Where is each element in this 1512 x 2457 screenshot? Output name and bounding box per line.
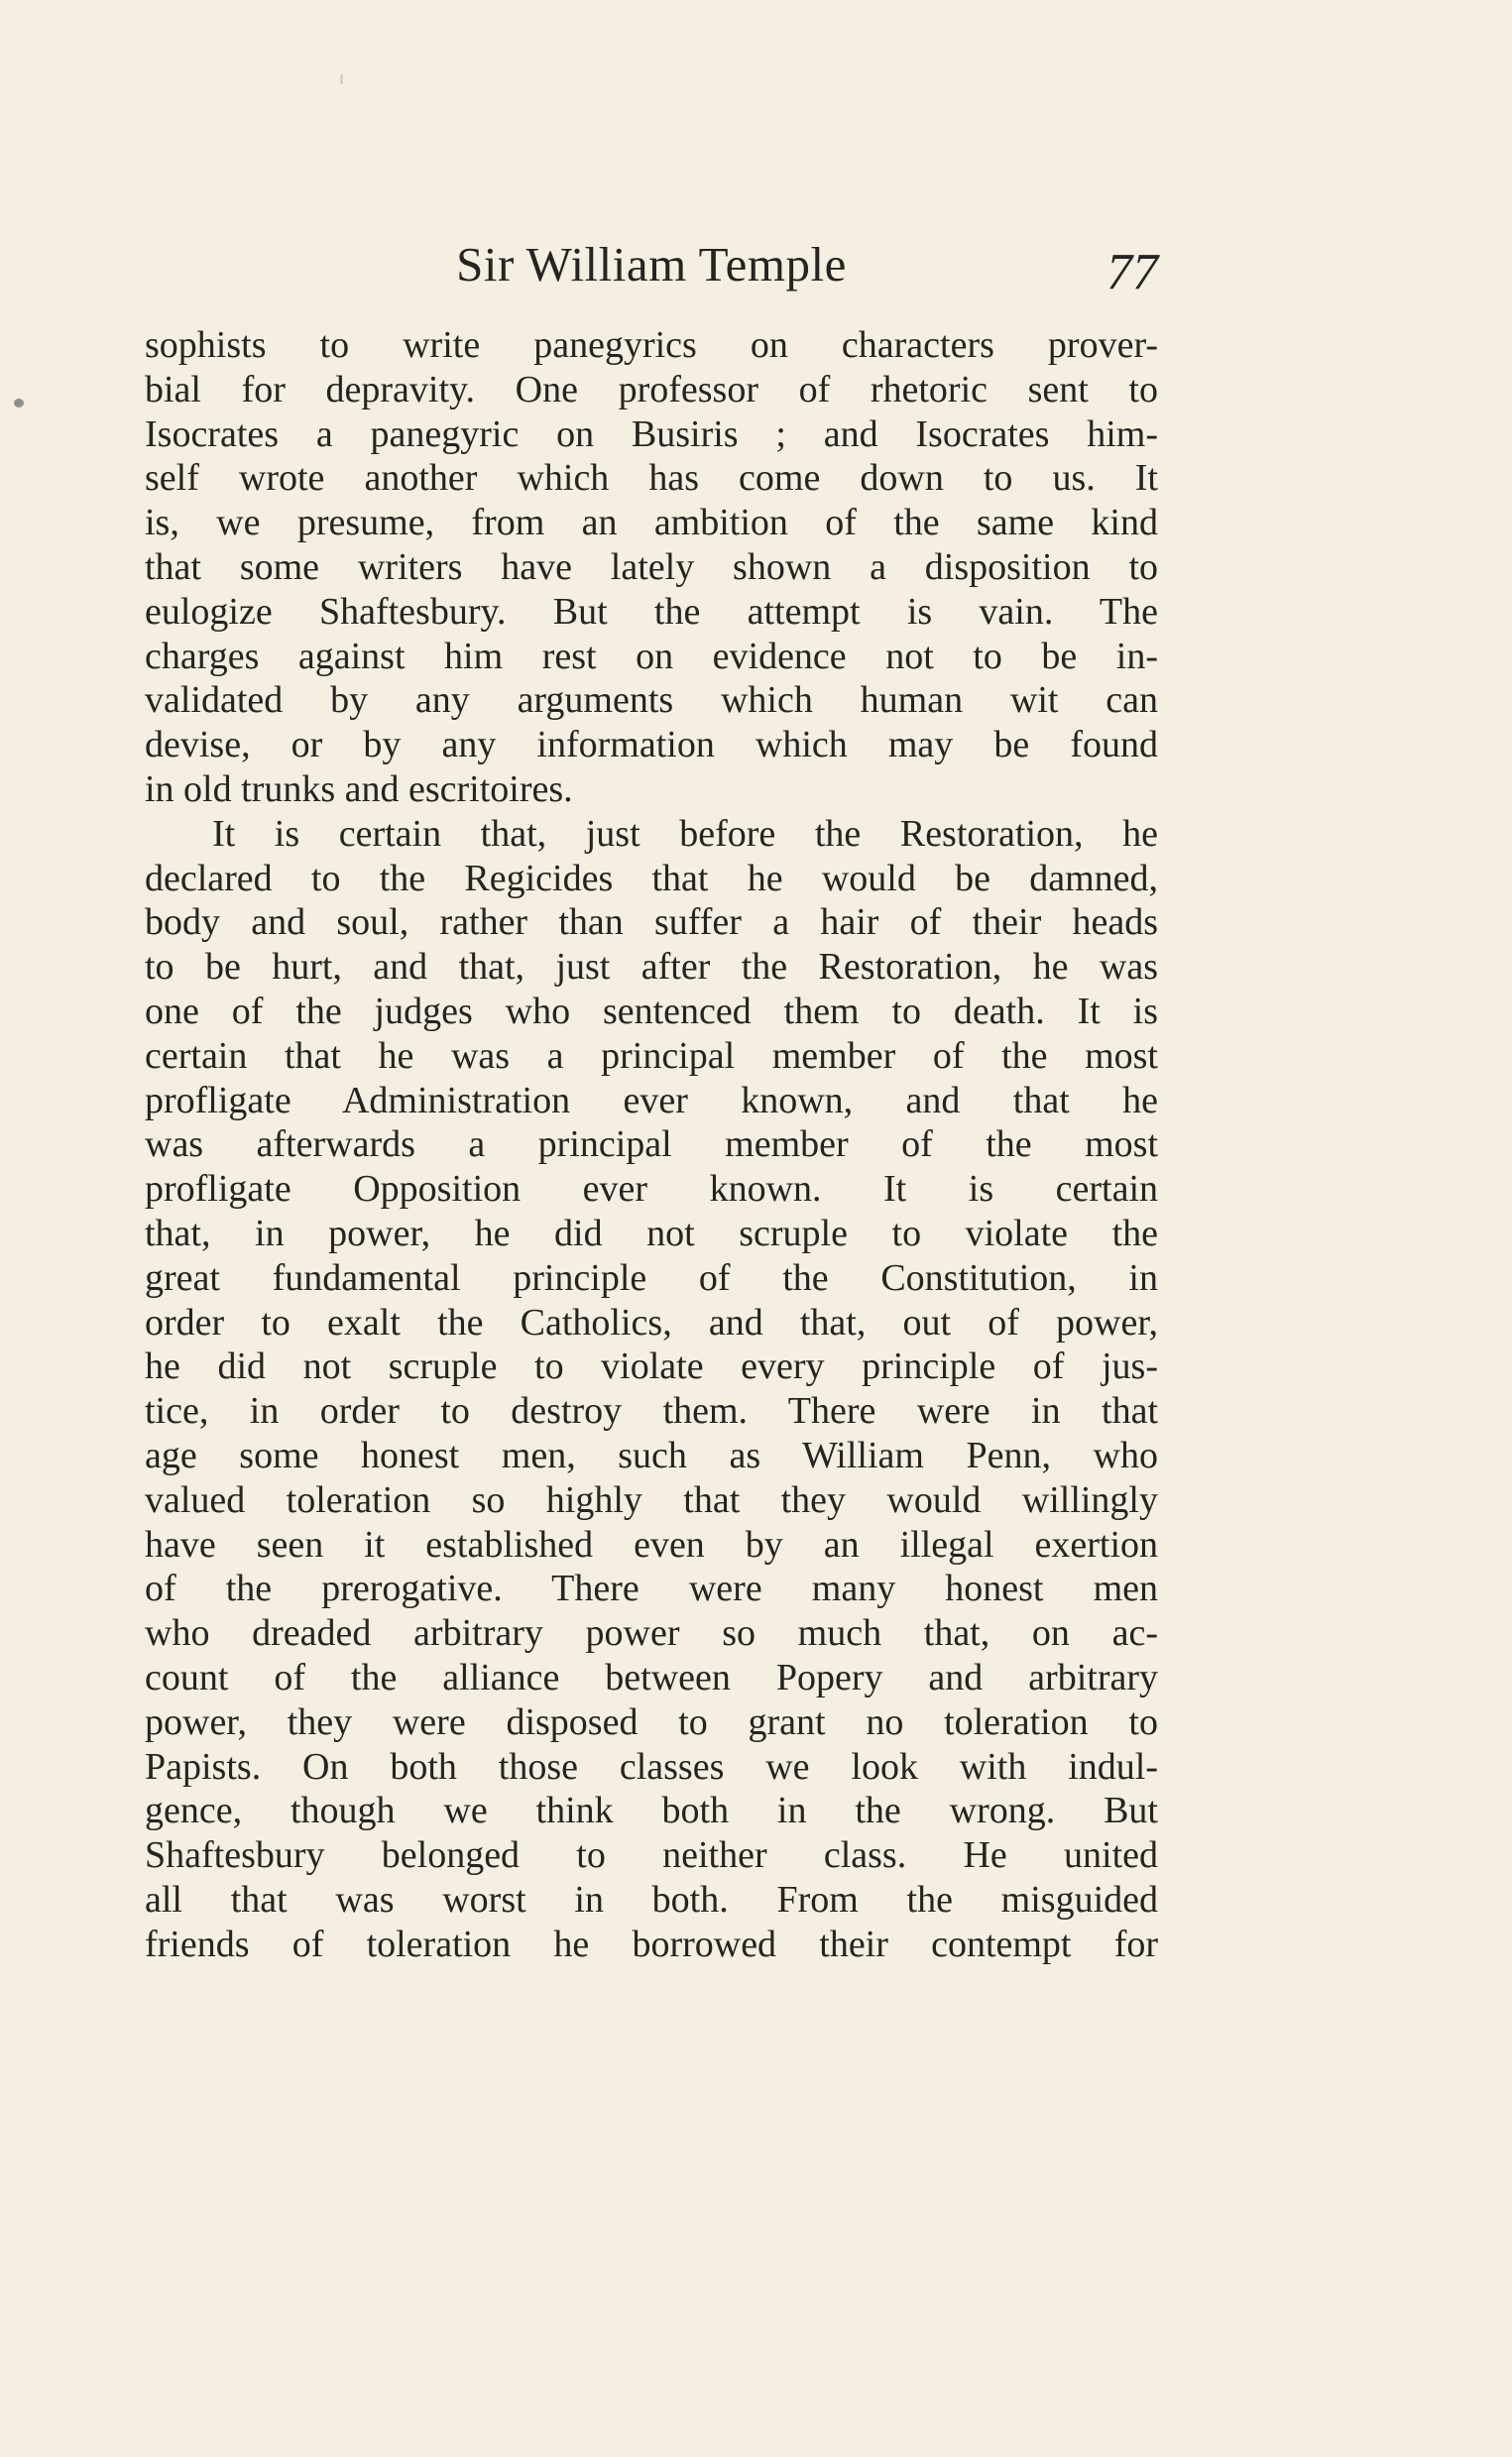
text-line: count of the alliance between Popery and arbitrary — [145, 1656, 1158, 1698]
text-line: profligate Opposition ever known. It is certain — [145, 1168, 1158, 1211]
text-line: sophists to write panegyrics on characters prover- — [145, 324, 1158, 366]
text-line: to be hurt, and that, just after the Restoration, he was — [145, 946, 1158, 989]
text-line: of the prerogative. There were many honest men — [145, 1568, 1158, 1610]
text-line: devise, or by any information which may be found — [145, 724, 1158, 766]
text-line: have seen it established even by an illegal exertion — [145, 1523, 1158, 1566]
text-line: is, we presume, from an ambition of the same kind — [145, 502, 1158, 544]
running-head — [145, 230, 1158, 299]
paper-blemish — [340, 74, 343, 84]
text-line: friends of toleration he borrowed their contempt for — [145, 1923, 1158, 1965]
text-line: self wrote another which has come down to us. It — [145, 457, 1158, 500]
text-line: body and soul, rather than suffer a hair of their heads — [145, 901, 1158, 944]
text-line: he did not scruple to violate every principle of jus- — [145, 1346, 1158, 1388]
text-line: age some honest men, such as William Penn, who — [145, 1434, 1158, 1476]
text-line: that, in power, he did not scruple to violate the — [145, 1212, 1158, 1254]
text-line: power, they were disposed to grant no toleration to — [145, 1700, 1158, 1743]
running-title: Sir William Temple — [456, 237, 847, 292]
text-line: that some writers have lately shown a disposition to — [145, 545, 1158, 588]
text-line: validated by any arguments which human wit can — [145, 679, 1158, 722]
text-line: bial for depravity. One professor of rhetoric sent to — [145, 368, 1158, 410]
text-line: one of the judges who sentenced them to death. It is — [145, 990, 1158, 1032]
text-line: declared to the Regicides that he would be damned, — [145, 857, 1158, 899]
text-line: eulogize Shaftesbury. But the attempt is vain. The — [145, 590, 1158, 633]
paragraph-end-line: in old trunks and escritoires. — [145, 767, 573, 810]
text-line: great fundamental principle of the Constitution, in — [145, 1256, 1158, 1299]
text-line: who dreaded arbitrary power so much that, on ac- — [145, 1612, 1158, 1655]
text-line: profligate Administration ever known, and that he — [145, 1079, 1158, 1121]
text-line: certain that he was a principal member of the most — [145, 1034, 1158, 1077]
page-number: 77 — [1106, 244, 1158, 300]
text-line: all that was worst in both. From the misguided — [145, 1878, 1158, 1921]
text-line: order to exalt the Catholics, and that, out of power, — [145, 1301, 1158, 1344]
text-line: Papists. On both those classes we look with indul- — [145, 1745, 1158, 1788]
paragraph-start-line: It is certain that, just before the Restoration, he — [212, 812, 1158, 855]
body-text — [145, 323, 1158, 1966]
ink-speck — [14, 399, 24, 408]
text-line: Isocrates a panegyric on Busiris ; and Isocrates him- — [145, 412, 1158, 455]
text-line: tice, in order to destroy them. There were in that — [145, 1390, 1158, 1433]
text-line: charges against him rest on evidence not to be in- — [145, 635, 1158, 677]
text-line: gence, though we think both in the wrong. But — [145, 1790, 1158, 1832]
text-line: was afterwards a principal member of the most — [145, 1123, 1158, 1166]
text-line: Shaftesbury belonged to neither class. He united — [145, 1834, 1158, 1877]
text-line: valued toleration so highly that they would willingly — [145, 1478, 1158, 1521]
